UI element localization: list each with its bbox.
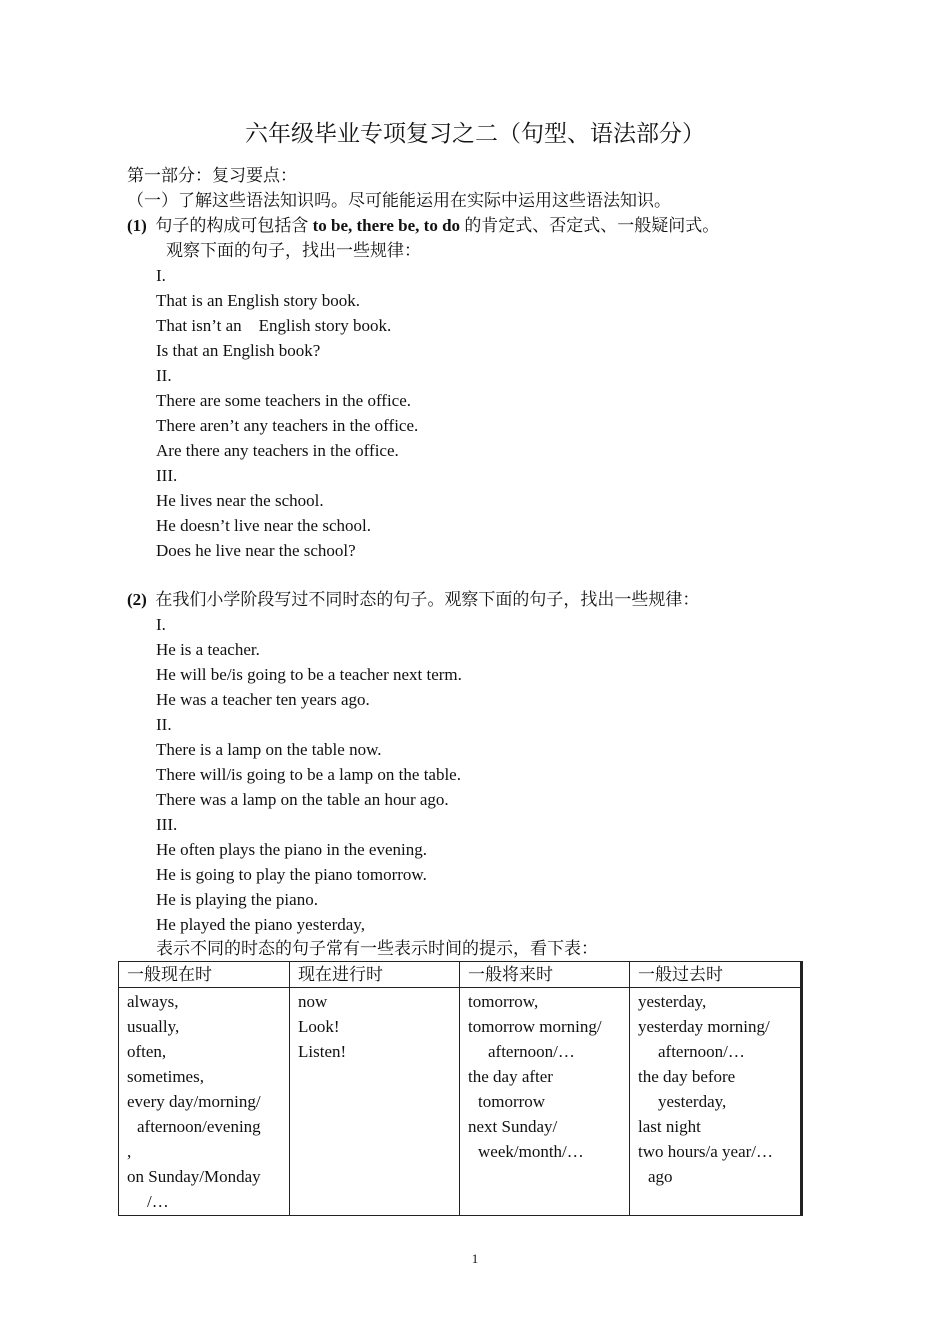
time-expression: sometimes, [127,1067,204,1086]
time-expression: tomorrow morning/ [468,1017,602,1036]
item2-statement [127,587,699,612]
example-line: He played the piano yesterday, [156,915,365,934]
time-expression: ago [648,1167,673,1186]
example-line: II. [156,715,172,734]
example-line: He is a teacher. [156,640,260,659]
time-expression: usually, [127,1017,180,1036]
example-line: There is a lamp on the table now. [156,740,382,759]
example-line: Does he live near the school? [156,541,356,560]
example-line: There are some teachers in the office. [156,391,412,410]
example-line: II. [156,366,172,385]
time-expression: the day before [638,1067,736,1086]
time-expression: afternoon/… [658,1042,745,1061]
time-expression: , [127,1142,132,1161]
simple-past-cell [630,988,802,1216]
example-line: I. [156,266,166,285]
time-expression: yesterday morning/ [638,1017,770,1036]
time-expression: yesterday, [658,1092,727,1111]
example-line: There aren’t any teachers in the office. [156,416,419,435]
header-simple-past: 一般过去时 [630,962,802,988]
time-expression: last night [638,1117,701,1136]
time-expression: always, [127,992,179,1011]
time-expression: afternoon/… [488,1042,575,1061]
simple-future-cell [460,988,630,1216]
time-expression: yesterday, [638,992,707,1011]
part-heading: 第一部分：复习要点： [127,166,297,185]
example-line: He lives near the school. [156,491,324,510]
example-line: That isn’t an English story book. [156,316,392,335]
page-title: 六年级毕业专项复习之二（句型、语法部分） [245,121,705,146]
time-expression: week/month/… [478,1142,584,1161]
example-line: Are there any teachers in the office. [156,441,399,460]
example-line: He will be/is going to be a teacher next term. [156,665,462,684]
item1-statement [127,213,719,238]
time-expression: /… [147,1192,169,1211]
example-line: He doesn’t live near the school. [156,516,371,535]
item1-text-after: 的肯定式、否定式、一般疑问式。 [460,216,720,235]
table-row [119,988,802,1216]
time-expression: the day after [468,1067,553,1086]
time-expression: two hours/a year/… [638,1142,774,1161]
time-expression: next Sunday/ [468,1117,558,1136]
time-expression: now [298,992,328,1011]
example-line: He was a teacher ten years ago. [156,690,370,709]
time-expression: Listen! [298,1042,347,1061]
present-continuous-cell [290,988,460,1216]
item1-number: (1) [127,216,147,235]
tense-table [118,961,803,1216]
example-line: There will/is going to be a lamp on the table. [156,765,461,784]
item2-number: (2) [127,590,147,609]
section-heading: （一）了解这些语法知识吗。尽可能能运用在实际中运用这些语法知识。 [127,191,671,210]
table-intro: 表示不同的时态的句子常有一些表示时间的提示，看下表： [156,939,598,958]
example-line: III. [156,466,178,485]
item1-instruction: 观察下面的句子，找出一些规律： [166,241,421,260]
table-header-row [119,962,802,988]
time-expression: often, [127,1042,167,1061]
header-simple-present: 一般现在时 [119,962,290,988]
example-line: There was a lamp on the table an hour ago. [156,790,449,809]
time-expression: tomorrow, [468,992,539,1011]
item1-text-before: 句子的构成可包括含 [146,216,313,235]
item2-text: 在我们小学阶段写过不同时态的句子。观察下面的句子，找出一些规律： [146,590,700,609]
example-line: He is going to play the piano tomorrow. [156,865,427,884]
item1-bold-terms: to be, there be, to do [312,216,461,235]
header-simple-future: 一般将来时 [460,962,630,988]
page-number: 1 [471,1251,479,1266]
example-line: That is an English story book. [156,291,360,310]
example-line: III. [156,815,178,834]
example-line: I. [156,615,166,634]
header-present-continuous: 现在进行时 [290,962,460,988]
simple-present-cell [119,988,290,1216]
example-line: He is playing the piano. [156,890,318,909]
time-expression: afternoon/evening [137,1117,261,1136]
time-expression: on Sunday/Monday [127,1167,261,1186]
time-expression: every day/morning/ [127,1092,261,1111]
example-line: Is that an English book? [156,341,321,360]
time-expression: Look! [298,1017,340,1036]
time-expression: tomorrow [478,1092,546,1111]
example-line: He often plays the piano in the evening. [156,840,427,859]
